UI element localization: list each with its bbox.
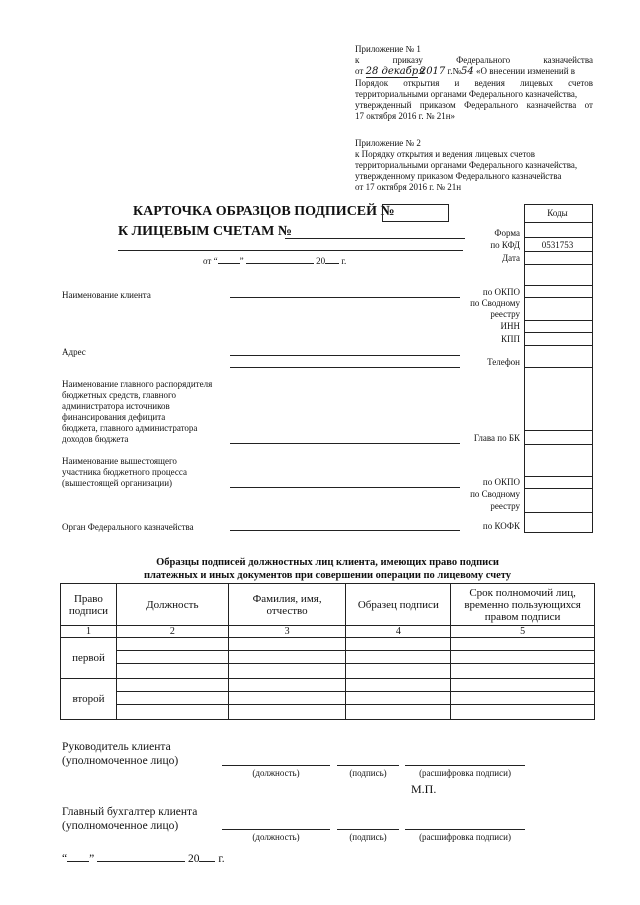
table-cell[interactable] bbox=[346, 679, 451, 692]
label-svod-4: реестру bbox=[490, 501, 520, 511]
card-number-box[interactable] bbox=[382, 204, 449, 222]
bottom-date: “ ” 20 г. bbox=[62, 853, 225, 865]
table-cell[interactable] bbox=[346, 705, 451, 720]
table-cell[interactable] bbox=[228, 692, 346, 705]
header-right: Право подписи bbox=[61, 584, 117, 626]
table-cell[interactable] bbox=[346, 638, 451, 651]
label-glava-bk: Глава по БК bbox=[473, 433, 520, 443]
table-cell[interactable] bbox=[116, 651, 228, 664]
table-cell[interactable] bbox=[228, 638, 346, 651]
caption-position: (должность) bbox=[252, 768, 300, 778]
codes-header: Коды bbox=[547, 208, 568, 218]
acc-signature-line[interactable] bbox=[337, 829, 399, 830]
col-num: 2 bbox=[116, 626, 228, 638]
caption-signature: (подпись) bbox=[349, 768, 387, 778]
accountant-label: Главный бухгалтер клиента (уполномоченное лицо) bbox=[62, 806, 198, 832]
client-name-line[interactable] bbox=[230, 297, 460, 298]
stamp-mp: М.П. bbox=[411, 782, 437, 796]
handwritten-date: 28 декабря bbox=[365, 66, 425, 77]
col-num: 1 bbox=[61, 626, 117, 638]
label-kofk: по КОФК bbox=[482, 521, 520, 531]
row-label-second: второй bbox=[61, 679, 117, 720]
label-okpo-2: по ОКПО bbox=[482, 477, 520, 487]
form-title-1: КАРТОЧКА ОБРАЗЦОВ ПОДПИСЕЙ № bbox=[133, 204, 395, 219]
col-num: 5 bbox=[451, 626, 595, 638]
head-signatory-label: Руководитель клиента (уполномоченное лицо) bbox=[62, 741, 179, 767]
caption-signature-2: (подпись) bbox=[349, 832, 387, 842]
header-term: Срок полномочий лиц, временно пользующихся правом подписи bbox=[451, 584, 595, 626]
table-cell[interactable] bbox=[228, 651, 346, 664]
col-num: 4 bbox=[346, 626, 451, 638]
label-phone: Телефон bbox=[487, 357, 520, 367]
header-fio: Фамилия, имя, отчество bbox=[228, 584, 346, 626]
label-fk-organ: Орган Федерального казначейства bbox=[62, 522, 194, 532]
caption-decode: (расшифровка подписи) bbox=[419, 768, 511, 778]
appendix1-title: Приложение № 1 bbox=[355, 44, 421, 54]
table-cell[interactable] bbox=[116, 705, 228, 720]
appendix1-block: Приложение № 1 к приказу Федерального казначейства от 28 декабря 2017 г.№54 «О внесении изменений в Порядок открытия и ведения лицевых счетов территориальными органами Федерального казначейства, утвержденный приказом Федерального казначейства от 17 октября 2016 г. № 21н» bbox=[355, 44, 593, 121]
row-label-first: первой bbox=[61, 638, 117, 679]
label-grbs: Наименование главного распорядителя бюджетных средств, главного администратора источников финансирования дефицита бюджета, главного администратора доходов бюджета bbox=[62, 379, 213, 444]
appendix1-date-line: от 28 декабря 2017 г.№54 «О внесении изменений в bbox=[355, 66, 576, 77]
kfd-code: 0531753 bbox=[541, 240, 574, 250]
account-number-line[interactable] bbox=[285, 238, 465, 239]
table-cell[interactable] bbox=[451, 705, 595, 720]
label-inn: ИНН bbox=[500, 321, 520, 331]
table-cell[interactable] bbox=[116, 638, 228, 651]
table-title: Образцы подписей должностных лиц клиента, имеющих право подписи платежных и иных документов при совершении операции по лицевому счету bbox=[143, 557, 512, 581]
table-cell[interactable] bbox=[228, 705, 346, 720]
label-client-name: Наименование клиента bbox=[62, 290, 151, 300]
table-cell[interactable] bbox=[451, 692, 595, 705]
header-sample: Образец подписи bbox=[346, 584, 451, 626]
caption-position-2: (должность) bbox=[252, 832, 300, 842]
form-date: от “ ” 20 г. bbox=[203, 256, 347, 266]
handwritten-number: 54 bbox=[461, 66, 474, 77]
appendix2-title: Приложение № 2 bbox=[355, 138, 421, 148]
label-upper-org: Наименование вышестоящего участника бюджетного процесса (вышестоящей организации) bbox=[62, 456, 187, 488]
table-cell[interactable] bbox=[116, 679, 228, 692]
label-okpo: по ОКПО bbox=[482, 287, 520, 297]
address-line-2[interactable] bbox=[230, 367, 460, 368]
appendix2-block: Приложение № 2 к Порядку открытия и ведения лицевых счетов территориальными органами Федерального казначейства, утвержденному приказом Федерального казначейства от 17 октября 2016 г. № 21н bbox=[355, 138, 595, 193]
label-po-kfd: по КФД bbox=[490, 240, 520, 250]
table-cell[interactable] bbox=[451, 638, 595, 651]
upper-org-line[interactable] bbox=[230, 487, 460, 488]
address-line-1[interactable] bbox=[230, 355, 460, 356]
table-cell[interactable] bbox=[451, 651, 595, 664]
acc-decode-line[interactable] bbox=[405, 829, 525, 830]
signature-table bbox=[60, 583, 595, 720]
acc-position-line[interactable] bbox=[222, 829, 330, 830]
header-position: Должность bbox=[116, 584, 228, 626]
label-data: Дата bbox=[502, 253, 520, 263]
table-cell[interactable] bbox=[451, 679, 595, 692]
grbs-line[interactable] bbox=[230, 443, 460, 444]
table-cell[interactable] bbox=[228, 679, 346, 692]
codes-column bbox=[524, 204, 593, 533]
fk-organ-line[interactable] bbox=[230, 530, 460, 531]
label-svod-2: реестру bbox=[490, 309, 520, 319]
form-underline bbox=[118, 250, 463, 251]
handwritten-year: 2017 bbox=[419, 66, 446, 77]
table-cell[interactable] bbox=[451, 664, 595, 679]
label-kpp: КПП bbox=[500, 334, 520, 344]
table-cell[interactable] bbox=[346, 692, 451, 705]
appendix1-to-order: к приказу Федерального казначейства bbox=[355, 55, 593, 65]
label-address: Адрес bbox=[62, 347, 86, 357]
caption-decode-2: (расшифровка подписи) bbox=[419, 832, 511, 842]
table-cell[interactable] bbox=[346, 651, 451, 664]
form-title-2: К ЛИЦЕВЫМ СЧЕТАМ № bbox=[118, 224, 292, 239]
table-cell[interactable] bbox=[228, 664, 346, 679]
label-svod-1: по Сводному bbox=[470, 298, 520, 308]
label-svod-3: по Сводному bbox=[470, 489, 520, 499]
table-cell[interactable] bbox=[116, 692, 228, 705]
head-decode-line[interactable] bbox=[405, 765, 525, 766]
head-position-line[interactable] bbox=[222, 765, 330, 766]
table-cell[interactable] bbox=[346, 664, 451, 679]
table-cell[interactable] bbox=[116, 664, 228, 679]
col-num: 3 bbox=[228, 626, 346, 638]
label-forma: Форма bbox=[494, 228, 520, 238]
head-signature-line[interactable] bbox=[337, 765, 399, 766]
